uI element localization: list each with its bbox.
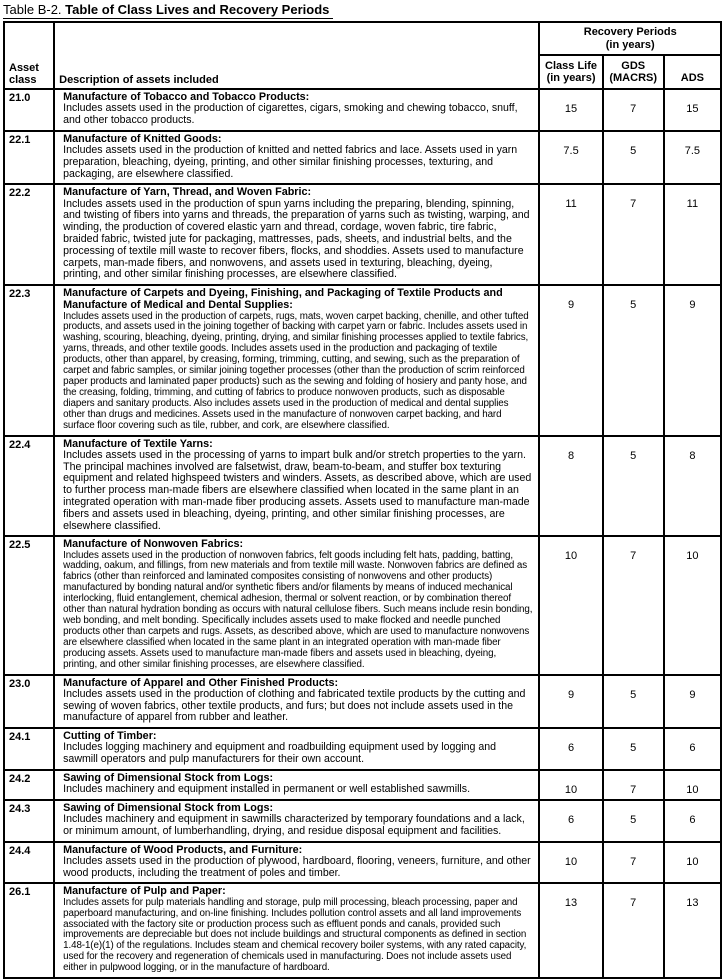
column-header-asset-class: Asset class bbox=[4, 22, 54, 89]
gds-cell: 7 bbox=[603, 842, 664, 884]
gds-cell: 7 bbox=[603, 883, 664, 978]
description-cell bbox=[54, 842, 539, 884]
description-heading: Manufacture of Textile Yarns: bbox=[63, 437, 213, 450]
description-cell bbox=[54, 675, 539, 729]
description-heading: Sawing of Dimensional Stock from Logs: bbox=[63, 771, 274, 784]
description-heading: Manufacture of Carpets and Dyeing, Finishing, and Packaging of Textile Products and Manufacture of Medical and Dental Supplies: bbox=[63, 287, 503, 312]
description-cell bbox=[54, 800, 539, 842]
gds-cell: 5 bbox=[603, 800, 664, 842]
column-group-header-recovery-periods bbox=[539, 22, 721, 55]
ads-cell: 10 bbox=[664, 842, 721, 884]
ads-cell: 8 bbox=[664, 436, 721, 537]
description-heading: Manufacture of Tobacco and Tobacco Products: bbox=[63, 91, 310, 103]
description-heading: Manufacture of Apparel and Other Finished Products: bbox=[63, 676, 339, 689]
ads-cell: 6 bbox=[664, 728, 721, 770]
class-life-cell: 9 bbox=[539, 675, 602, 729]
description-cell bbox=[54, 285, 539, 435]
class-life-cell: 13 bbox=[539, 883, 602, 978]
description-text: Includes assets used in the production of nonwoven fabrics, felt goods including felt hats, padding, batting, wadding, oakum, and fillings, from new materials and from textile mill waste. Nonwoven fabrics are defined as fabrics (other than reinforced and laminated composites consisting of nonwovens and other products) manufactured by bonding natural and/or synthetic fibers and/or filaments by means of induced mechanical interlocking, fluid entanglement, chemical adhesion, thermal or solvent reaction, or by combination thereof other than natural hydration bonding as occurs with natural cellulose fibers. Such means include resin bonding, web bonding, and melt bonding. Specifically includes assets used to make flocked and needle punched products other than carpets and rugs. Assets, as described above, which are used to manufacture nonwovens are elsewhere classified when located in the same plant in an integrated operation with man-made fiber producing assets. Assets used to manufacture man-made fibers and assets used in bleaching, dyeing, printing, and other similar finishing processes, are elsewhere classified. bbox=[63, 549, 533, 670]
gds-cell: 5 bbox=[603, 436, 664, 537]
table-row bbox=[4, 675, 721, 729]
ads-cell: 9 bbox=[664, 285, 721, 435]
description-heading: Cutting of Timber: bbox=[63, 730, 157, 743]
description-cell bbox=[54, 728, 539, 770]
page-title bbox=[3, 2, 333, 19]
ads-cell: 10 bbox=[664, 536, 721, 674]
table-row bbox=[4, 184, 721, 285]
description-heading: Manufacture of Yarn, Thread, and Woven Fabric: bbox=[63, 186, 312, 199]
class-lives-table bbox=[3, 21, 722, 979]
class-life-cell: 6 bbox=[539, 728, 602, 770]
asset-class-cell: 24.1 bbox=[4, 728, 54, 770]
class-life-cell: 9 bbox=[539, 285, 602, 435]
asset-class-cell: 22.5 bbox=[4, 536, 54, 674]
gds-cell: 5 bbox=[603, 728, 664, 770]
class-life-cell: 15 bbox=[539, 89, 602, 131]
gds-cell: 7 bbox=[603, 536, 664, 674]
table-row bbox=[4, 131, 721, 185]
class-life-cell: 10 bbox=[539, 770, 602, 800]
gds-cell: 7 bbox=[603, 770, 664, 800]
asset-class-cell: 22.2 bbox=[4, 184, 54, 285]
column-header-gds bbox=[603, 55, 664, 89]
ads-cell: 13 bbox=[664, 883, 721, 978]
description-text: Includes assets used in the production of carpets, rugs, mats, woven carpet backing, chenille, and other tufted products, and assets used in the joining together of backing with carpet yarn or fabric. Includes assets used in washing, scouring, bleaching, dyeing, printing, drying, and similar finishing processes applied to textile fabrics, yarns, threads, and other textile goods. Includes assets used in the production and packaging of textile products, other than apparel, by creasing, forming, trimming, cutting, and sewing, such as the preparation of carpet and fabric samples, or similar joining together processes (other than the production of scrim reinforced paper products and laminated paper products) such as the sewing and folding of hosiery and panty hose, and the creasing, folding, trimming, and cutting of fabrics to produce nonwoven products, such as disposable diapers and sanitary products. Also includes assets used in the production of medical and dental supplies other than drugs and medicines. Assets used in the manufacture of nonwoven carpet backing, and hard surface floor covering such as tile, rubber, and cork, are elsewhere classified. bbox=[63, 310, 529, 431]
description-text: Includes logging machinery and equipment and roadbuilding equipment used by logging and sawmill operators and pulp manufacturers for their own account. bbox=[63, 741, 497, 766]
table-row bbox=[4, 436, 721, 537]
gds-cell: 5 bbox=[603, 675, 664, 729]
table-row bbox=[4, 770, 721, 800]
description-heading: Sawing of Dimensional Stock from Logs: bbox=[63, 801, 274, 814]
gds-line1: GDS bbox=[621, 60, 646, 72]
description-heading: Manufacture of Nonwoven Fabrics: bbox=[63, 538, 244, 551]
class-life-cell: 6 bbox=[539, 800, 602, 842]
description-text: Includes assets used in the production of clothing and fabricated textile products by the cutting and sewing of woven fabrics, other textile products, and furs; but does not include assets used in the manufacture of apparel from rubber and leather. bbox=[63, 687, 526, 724]
class-life-cell: 8 bbox=[539, 436, 602, 537]
ads-cell: 15 bbox=[664, 89, 721, 131]
gds-cell: 5 bbox=[603, 285, 664, 435]
class-life-cell: 7.5 bbox=[539, 131, 602, 185]
description-text: Includes assets used in the production of knitted and netted fabrics and lace. Assets used in yarn preparation, bleaching, dyeing, printing, and other similar finishing processes, texturing, and packaging, are elsewhere classified. bbox=[63, 144, 518, 180]
recovery-periods-line2: (in years) bbox=[605, 38, 655, 51]
description-cell bbox=[54, 883, 539, 978]
description-text: Includes machinery and equipment installed in permanent or well established sawmills. bbox=[63, 783, 471, 796]
description-text: Includes assets used in the processing of yarns to impart bulk and/or stretch properties to the yarn. The principal machines involved are falsetwist, draw, beam-to-beam, and stuffer box texturing equipment and related highspeed twisters and winders. Assets, as described above, which are used to further process man-made fibers are elsewhere classified when located in the same plant in an integrated operation with man-made fiber producing assets. Assets used to manufacture man-made fibers and assets used in bleaching, dyeing, printing, and other similar finishing processes, are elsewhere classified. bbox=[63, 448, 532, 532]
table-title-text: Table of Class Lives and Recovery Periods bbox=[65, 2, 330, 17]
table-row bbox=[4, 536, 721, 674]
table-body bbox=[4, 89, 721, 978]
ads-cell: 10 bbox=[664, 770, 721, 800]
table-row bbox=[4, 728, 721, 770]
gds-cell: 7 bbox=[603, 184, 664, 285]
description-cell bbox=[54, 184, 539, 285]
table-row bbox=[4, 89, 721, 131]
ads-cell: 11 bbox=[664, 184, 721, 285]
description-cell bbox=[54, 436, 539, 537]
asset-class-cell: 22.3 bbox=[4, 285, 54, 435]
ads-cell: 7.5 bbox=[664, 131, 721, 185]
class-life-line2: (in years) bbox=[546, 72, 596, 84]
class-life-line1: Class Life bbox=[545, 60, 598, 72]
description-heading: Manufacture of Knitted Goods: bbox=[63, 132, 222, 145]
asset-class-cell: 26.1 bbox=[4, 883, 54, 978]
table-row bbox=[4, 800, 721, 842]
gds-line2: (MACRS) bbox=[609, 72, 658, 84]
description-cell bbox=[54, 770, 539, 800]
gds-cell: 5 bbox=[603, 131, 664, 185]
description-text: Includes assets for pulp materials handling and storage, pulp mill processing, bleach processing, paper and paperboard manufacturing, and on-line finishing. Includes pollution control assets and all land improvements associated with the factory site or production process such as effluent ponds and canals, provided such improvements are depreciable but does not include buildings and structural components as defined in section 1.48-1(e)(1) of the regulations. Includes steam and chemical recovery boiler systems, with any rated capacity, used for the recovery and regeneration of chemicals used in manufacturing. Does not include assets used either in pulpwood logging, or in the manufacture of hardboard. bbox=[63, 896, 527, 974]
description-text: Includes assets used in the production of spun yarns including the preparing, blending, spinning, and twisting of fibers into yarns and threads, the preparation of yarns such as twisting, warping, and winding, the production of covered elastic yarn and thread, cordage, woven fabric, tire fabric, braided fabric, twisted jute for packaging, mattresses, pads, sheets, and industrial belts, and the processing of textile mill waste to recover fibers, flocks, and shoddies. Assets used to manufacture carpets, man-made fibers, and nonwovens, and assets used in texturing, bleaching, dyeing, printing, and other similar finishing processes, are elsewhere classified. bbox=[63, 197, 530, 281]
class-life-cell: 10 bbox=[539, 536, 602, 674]
ads-cell: 9 bbox=[664, 675, 721, 729]
asset-class-cell: 23.0 bbox=[4, 675, 54, 729]
table-row bbox=[4, 883, 721, 978]
description-text: Includes machinery and equipment in sawmills characterized by temporary foundations and a lack, or minimum amount, of lumberhandling, drying, and residue disposal equipment and facilities. bbox=[63, 813, 525, 837]
asset-class-cell: 24.2 bbox=[4, 770, 54, 800]
column-header-ads: ADS bbox=[664, 55, 721, 89]
description-text: Includes assets used in the production of plywood, hardboard, flooring, veneers, furniture, and other wood products, including the treatment of poles and timber. bbox=[63, 854, 531, 879]
asset-class-cell: 22.4 bbox=[4, 436, 54, 537]
asset-class-cell: 24.3 bbox=[4, 800, 54, 842]
asset-class-cell: 22.1 bbox=[4, 131, 54, 185]
description-cell bbox=[54, 89, 539, 131]
description-heading: Manufacture of Wood Products, and Furniture: bbox=[63, 843, 303, 856]
asset-class-cell: 21.0 bbox=[4, 89, 54, 131]
recovery-periods-line1: Recovery Periods bbox=[583, 26, 677, 38]
class-life-cell: 10 bbox=[539, 842, 602, 884]
column-header-class-life bbox=[539, 55, 602, 89]
column-header-description: Description of assets included bbox=[54, 22, 539, 89]
table-header bbox=[4, 22, 721, 89]
ads-cell: 6 bbox=[664, 800, 721, 842]
description-cell bbox=[54, 536, 539, 674]
gds-cell: 7 bbox=[603, 89, 664, 131]
class-life-cell: 11 bbox=[539, 184, 602, 285]
description-cell bbox=[54, 131, 539, 185]
table-row bbox=[4, 842, 721, 884]
asset-class-cell: 24.4 bbox=[4, 842, 54, 884]
table-number-label: Table B-2. bbox=[3, 2, 62, 17]
description-heading: Manufacture of Pulp and Paper: bbox=[63, 885, 226, 898]
description-text: Includes assets used in the production of cigarettes, cigars, smoking and chewing tobacco, snuff, and other tobacco products. bbox=[63, 102, 518, 126]
table-row bbox=[4, 285, 721, 435]
